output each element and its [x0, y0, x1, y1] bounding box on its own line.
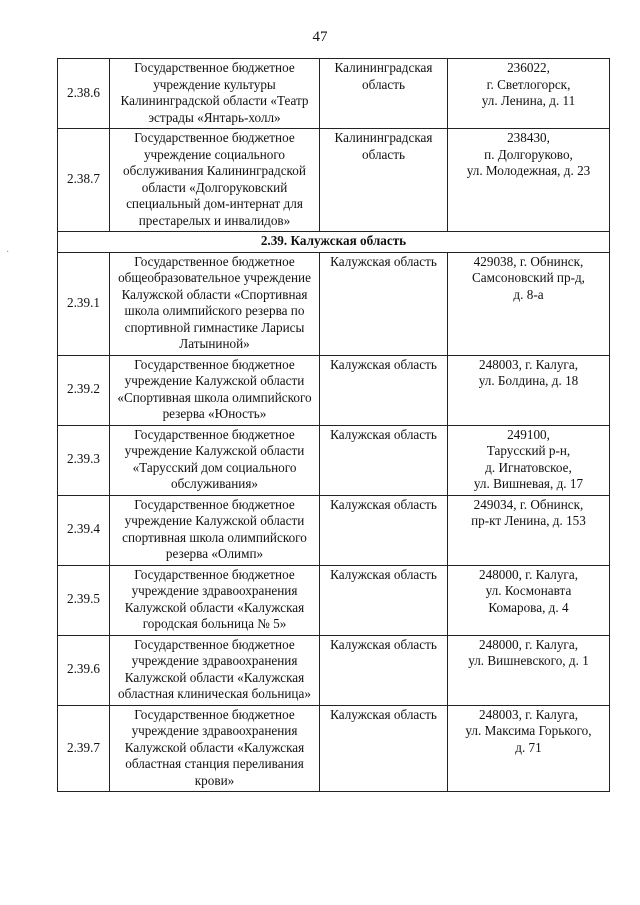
- section-body: [58, 232, 610, 253]
- institution-name: Государственное бюджетное учреждение Калужской области спортивная школа олимпийского резерва «Олимп»: [110, 495, 320, 565]
- institution-address: 429038, г. Обнинск, Самсоновский пр-д, д. 8-а: [448, 252, 610, 355]
- row-number: 2.38.6: [58, 59, 110, 129]
- institution-address: 249034, г. Обнинск, пр-кт Ленина, д. 153: [448, 495, 610, 565]
- institution-address: 248003, г. Калуга, ул. Максима Горького, д. 71: [448, 705, 610, 792]
- table-row: [58, 355, 610, 425]
- table-row: [58, 495, 610, 565]
- row-number: 2.39.6: [58, 635, 110, 705]
- region-name: Калужская область: [320, 252, 448, 355]
- region-name: Калужская область: [320, 635, 448, 705]
- table-row: [58, 635, 610, 705]
- institution-name: Государственное бюджетное учреждение культуры Калининградской области «Театр эстрады «Янтарь-холл»: [110, 59, 320, 129]
- table-row: [58, 705, 610, 792]
- table-body-after: [58, 252, 610, 792]
- institution-name: Государственное бюджетное учреждение Калужской области «Тарусский дом социального обслуживания»: [110, 425, 320, 495]
- institution-name: Государственное бюджетное учреждение здравоохранения Калужской области «Калужская областная станция переливания крови»: [110, 705, 320, 792]
- region-name: Калужская область: [320, 705, 448, 792]
- institution-address: 248003, г. Калуга, ул. Болдина, д. 18: [448, 355, 610, 425]
- table-row: [58, 565, 610, 635]
- institution-address: 248000, г. Калуга, ул. Вишневского, д. 1: [448, 635, 610, 705]
- row-number: 2.39.5: [58, 565, 110, 635]
- institution-name: Государственное бюджетное общеобразовательное учреждение Калужской области «Спортивная школа олимпийского резерва по спортивной гимнастике Ларисы Латыниной»: [110, 252, 320, 355]
- institution-name: Государственное бюджетное учреждение социального обслуживания Калининградской области «Долгоруковский специальный дом-интернат для престарелых и инвалидов»: [110, 129, 320, 232]
- region-name: Калужская область: [320, 355, 448, 425]
- institution-name: Государственное бюджетное учреждение здравоохранения Калужской области «Калужская областная клиническая больница»: [110, 635, 320, 705]
- institution-address: 236022, г. Светлогорск, ул. Ленина, д. 11: [448, 59, 610, 129]
- institutions-table: [57, 58, 610, 792]
- region-name: Калужская область: [320, 565, 448, 635]
- row-number: 2.39.4: [58, 495, 110, 565]
- row-number: 2.39.1: [58, 252, 110, 355]
- row-number: 2.38.7: [58, 129, 110, 232]
- region-name: Калужская область: [320, 495, 448, 565]
- institution-address: 249100, Тарусский р-н, д. Игнатовское, ул. Вишневая, д. 17: [448, 425, 610, 495]
- table-body-before: [58, 59, 610, 232]
- row-number: 2.39.7: [58, 705, 110, 792]
- institution-address: 238430, п. Долгоруково, ул. Молодежная, д. 23: [448, 129, 610, 232]
- region-name: Калининградская область: [320, 129, 448, 232]
- row-number: 2.39.2: [58, 355, 110, 425]
- institution-name: Государственное бюджетное учреждение Калужской области «Спортивная школа олимпийского резерва «Юность»: [110, 355, 320, 425]
- section-header: 2.39. Калужская область: [58, 232, 610, 253]
- table-row: [58, 252, 610, 355]
- row-number: 2.39.3: [58, 425, 110, 495]
- institution-name: Государственное бюджетное учреждение здравоохранения Калужской области «Калужская городская больница № 5»: [110, 565, 320, 635]
- table-row: [58, 59, 610, 129]
- table-row: [58, 425, 610, 495]
- region-name: Калужская область: [320, 425, 448, 495]
- region-name: Калининградская область: [320, 59, 448, 129]
- scan-mark: ·: [6, 247, 10, 258]
- section-row: [58, 232, 610, 253]
- institution-address: 248000, г. Калуга, ул. Космонавта Комарова, д. 4: [448, 565, 610, 635]
- table-row: [58, 129, 610, 232]
- page-number: 47: [312, 29, 328, 45]
